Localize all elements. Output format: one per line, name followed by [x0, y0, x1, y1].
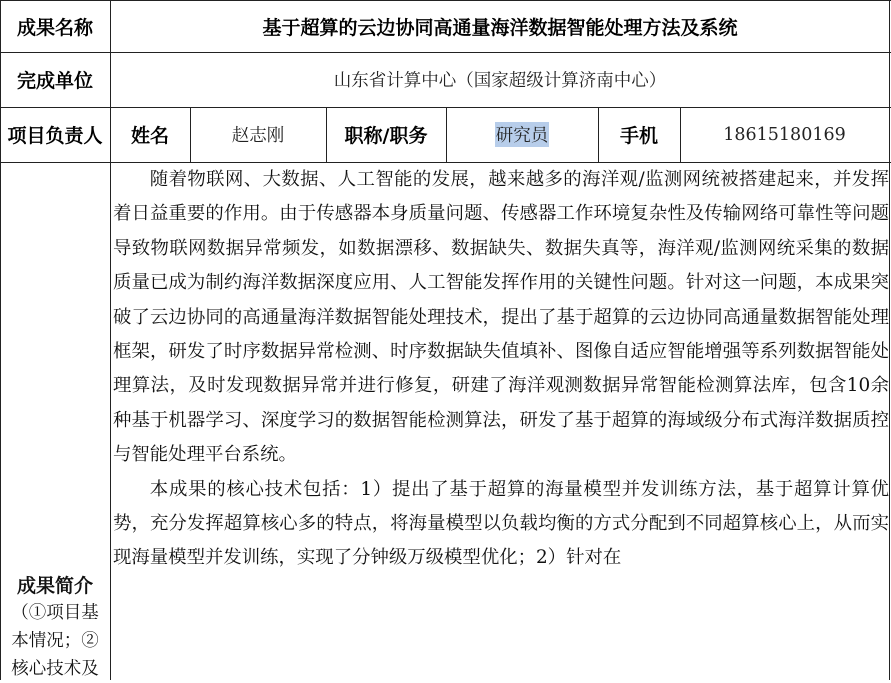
- summary-side-label: [0, 573, 110, 683]
- summary-label: 成果简介: [16, 575, 93, 597]
- summary-sub-line: 本情况；②: [11, 631, 99, 651]
- phone-label: 手机: [619, 125, 658, 147]
- unit-label: 完成单位: [16, 70, 93, 92]
- summary-body: [113, 163, 889, 576]
- name-label: 姓名: [130, 125, 169, 147]
- title-label: 成果名称: [16, 16, 93, 39]
- summary-paragraph: 随着物联网、大数据、人工智能的发展，越来越多的海洋观/监测网统被搭建起来，并发挥着日益重要的作用。由于传感器本身质量问题、传感器工作环境复杂性及传输网络可靠性等问题导致物联网数据异常频发，如数据漂移、数据缺失、数据失真等，海洋观/监测网统采集的数据质量已成为制约海洋数据深度应用、人工智能发挥作用的关键性问题。针对这一问题，本成果突破了云边协同的高通量海洋数据智能处理技术，提出了基于超算的云边协同高通量数据智能处理框架，研发了时序数据异常检测、时序数据缺失值填补、图像自适应智能增强等系列数据智能处理算法，及时发现数据异常并进行修复，研建了海洋观测数据异常智能检测算法库，包含10余种基于机器学习、深度学习的数据智能检测算法，研发了基于超算的海域级分布式海洋数据质控与智能处理平台系统。: [113, 169, 889, 466]
- position-value-cell: [446, 107, 598, 162]
- summary-paragraph: 本成果的核心技术包括：1）提出了基于超算的海量模型并发训练方法，基于超算计算优势，充分发挥超算核心多的特点，将海量模型以负载均衡的方式分配到不同超算核心上，从而实现海量模型并发训练，实现了分钟级万级模型优化；2）针对在: [113, 478, 889, 569]
- summary-sub-line: （①项目基: [11, 603, 99, 623]
- project-title: 基于超算的云边协同高通量海洋数据智能处理方法及系统: [262, 16, 738, 39]
- position-value[interactable]: 研究员: [495, 122, 550, 147]
- summary-sub-line: 核心技术及: [11, 659, 99, 679]
- leader-label: 项目负责人: [7, 125, 103, 147]
- unit-value: 山东省计算中心（国家超级计算济南中心）: [333, 71, 667, 91]
- name-value: 赵志刚: [231, 126, 285, 146]
- position-label: 职称/职务: [344, 125, 428, 147]
- phone-value: 18615180169: [723, 124, 846, 145]
